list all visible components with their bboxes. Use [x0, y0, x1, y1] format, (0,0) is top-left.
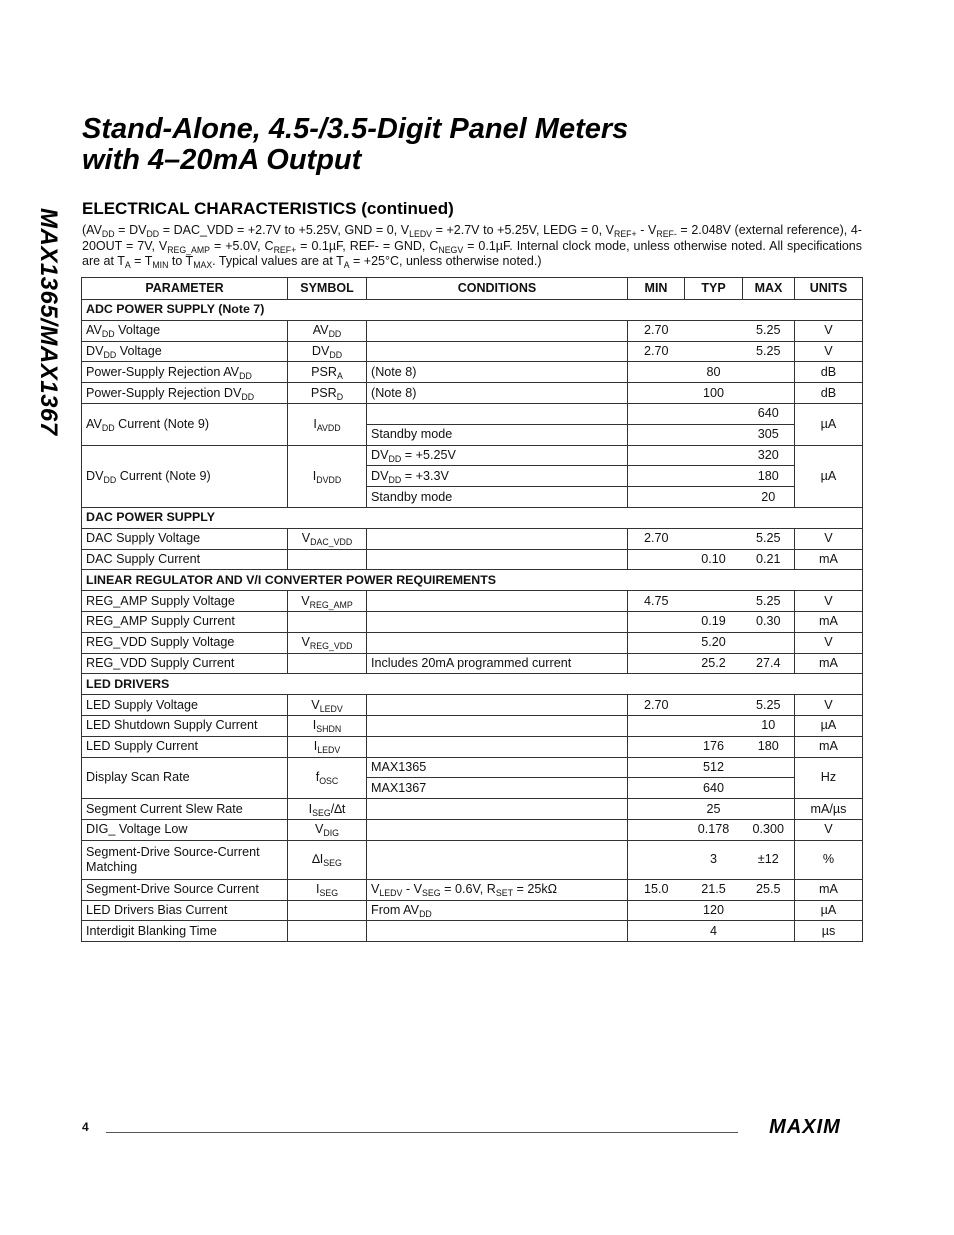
group-row: DAC POWER SUPPLY	[82, 507, 863, 528]
table-row: LED Shutdown Supply Current $I_{SHDN}$ 10 µA	[82, 715, 863, 736]
footer-divider	[106, 1132, 738, 1133]
header-symbol: SYMBOL	[288, 278, 367, 300]
table-row: LED Supply Voltage $V_{LEDV}$ 2.70 5.25 V	[82, 695, 863, 716]
header-min: MIN	[628, 278, 685, 300]
table-row: Segment-Drive Source-Current Matching $\Delta I_{SEG}$ 3 ±12 %	[82, 840, 863, 879]
table-row: $DV_{DD} = +3.3V$ 180	[82, 466, 863, 487]
table-header-row	[82, 278, 863, 300]
table-row: Power-Supply Rejection $DV_{DD}$ $PSR_D$ (Note 8) 100 dB	[82, 383, 863, 404]
header-units: UNITS	[795, 278, 863, 300]
table-row: Power-Supply Rejection $AV_{DD}$ $PSR_A$ (Note 8) 80 dB	[82, 362, 863, 383]
group-row: ADC POWER SUPPLY (Note 7)	[82, 300, 863, 321]
header-parameter: PARAMETER	[82, 278, 288, 300]
table-row: Standby mode 305	[82, 424, 863, 445]
table-row: REG_VDD Supply Current Includes 20mA programmed current 25.2 27.4 mA	[82, 653, 863, 674]
test-conditions: ($AV_{DD} = DV_{DD}$ = DAC_VDD = +2.7V to +5.25V, GND = 0, $V_{LEDV} = +2.7V$ to +5.25V, LEDG = 0, $V_{REF+} - V_{REF-} = 2.048V$ (external reference), 4-20OUT = 7V, $V_{REG\_AMP} = +5.0V$, $C_{REF+} = 0.1\mu F$, REF- = GND, $C_{NEGV} = 0.1\mu F$. Internal clock mode, unless otherwise noted. All specifications are at $T_A = T_{MIN}$ to $T_{MAX}$. Typical values are at $T_A = +25^\circ C$, unless otherwise noted.)	[82, 223, 862, 270]
svg-text:MAXIM: MAXIM	[769, 1116, 841, 1136]
table-row: $DV_{DD}$ Voltage $DV_{DD}$ 2.70 5.25 V	[82, 341, 863, 362]
group-row: LINEAR REGULATOR AND V/I CONVERTER POWER REQUIREMENTS	[82, 570, 863, 591]
table-row: MAX1367 640	[82, 778, 863, 799]
table-row: Segment Current Slew Rate $I_{SEG}/\Delta t$ 25 mA/µs	[82, 799, 863, 820]
side-part-number: MAX1365/MAX1367	[35, 208, 62, 436]
section-title: ELECTRICAL CHARACTERISTICS (continued)	[82, 199, 454, 218]
page-title: Stand-Alone, 4.5-/3.5-Digit Panel Meters with 4–20mA Output	[82, 113, 629, 176]
table-row: LED Supply Current $I_{LEDV}$ 176 180 mA	[82, 736, 863, 757]
table-row: Segment-Drive Source Current $I_{SEG}$ $V_{LEDV} - V_{SEG} = 0.6V$, $R_{SET} = 25k\Omega$ 15.0 21.5 25.5 mA	[82, 879, 863, 900]
electrical-characteristics-table	[81, 277, 863, 942]
maxim-logo	[752, 1116, 858, 1136]
table-row: $AV_{DD}$ Current (Note 9) $I_{AVDD}$ 640 µA	[82, 403, 863, 424]
header-max: MAX	[743, 278, 795, 300]
table-row: REG_AMP Supply Voltage $V_{REG\_AMP}$ 4.75 5.25 V	[82, 591, 863, 612]
table-row: DIG_ Voltage Low $V_{DIG}$ 0.178 0.300 V	[82, 819, 863, 840]
table-row: Interdigit Blanking Time 4 µs	[82, 921, 863, 942]
table-row: Display Scan Rate $f_{OSC}$ MAX1365 512 Hz	[82, 757, 863, 778]
table-row: Standby mode 20	[82, 487, 863, 508]
header-typ: TYP	[685, 278, 743, 300]
table-row: $DV_{DD}$ Current (Note 9) $I_{DVDD}$ $DV_{DD} = +5.25V$ 320 µA	[82, 445, 863, 466]
group-row: LED DRIVERS	[82, 674, 863, 695]
header-conditions: CONDITIONS	[367, 278, 628, 300]
table-row: REG_AMP Supply Current 0.19 0.30 mA	[82, 611, 863, 632]
table-row: DAC Supply Current 0.10 0.21 mA	[82, 549, 863, 570]
table-row: LED Drivers Bias Current From $AV_{DD}$ 120 µA	[82, 900, 863, 921]
table-row: $AV_{DD}$ Voltage $AV_{DD}$ 2.70 5.25 V	[82, 320, 863, 341]
table-row: DAC Supply Voltage $V_{DAC\_VDD}$ 2.70 5.25 V	[82, 528, 863, 549]
page-number: 4	[82, 1120, 89, 1134]
table-row: REG_VDD Supply Voltage $V_{REG\_VDD}$ 5.20 V	[82, 632, 863, 653]
